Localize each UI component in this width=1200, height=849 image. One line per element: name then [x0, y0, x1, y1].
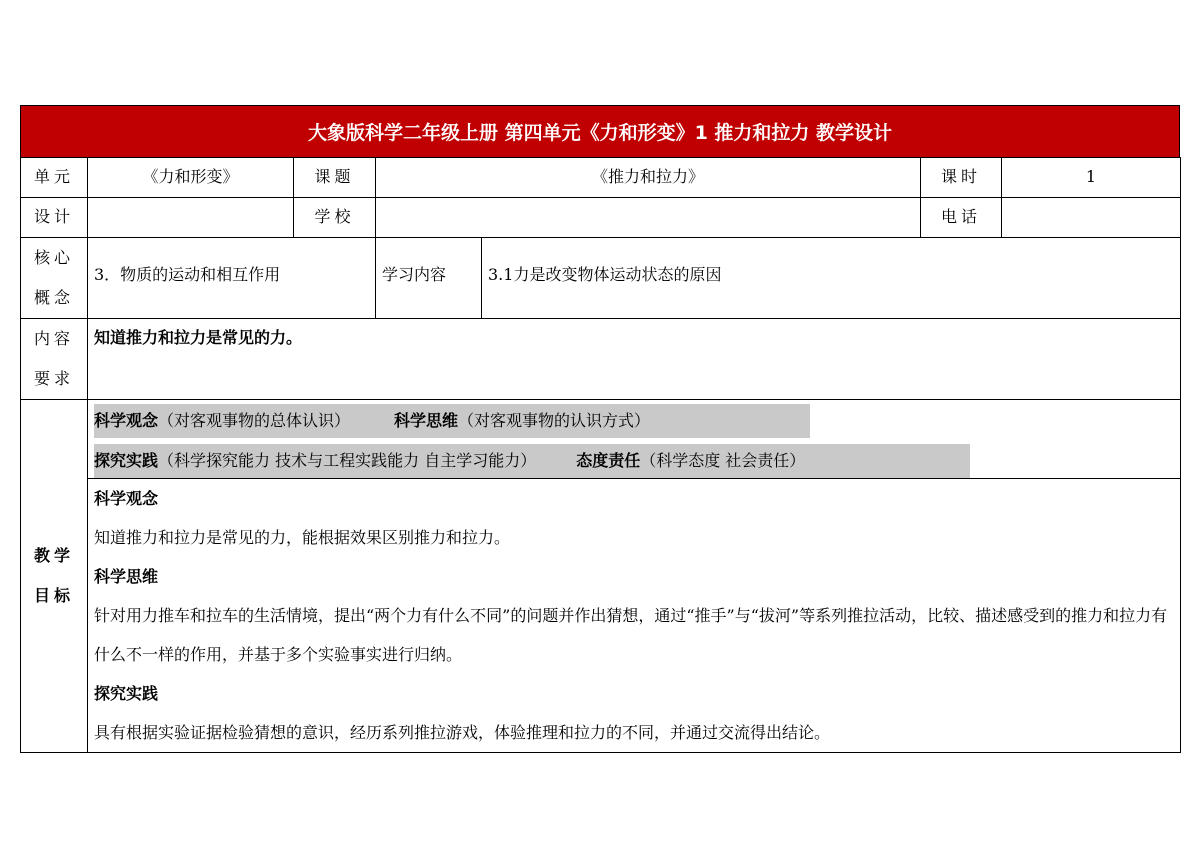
- goals-detail: [88, 479, 1181, 753]
- school-label: 学校: [294, 198, 376, 238]
- legend-science-concept-desc: （对客观事物的总体认识）: [158, 411, 351, 430]
- core-label-line-1: 核心: [33, 248, 74, 267]
- goals-detail-row: [21, 479, 1181, 753]
- teaching-goals-label: [21, 400, 88, 753]
- document-title: 大象版科学二年级上册 第四单元《力和形变》1 推力和拉力 教学设计: [20, 105, 1180, 157]
- goals-category-legend: [88, 400, 1181, 479]
- phone-value: [1002, 198, 1181, 238]
- goals-label-line-2: 目标: [33, 586, 74, 605]
- goal-science-thinking-text: 针对用力推车和拉车的生活情境，提出“两个力有什么不同”的问题并作出猜想，通过“推手”与“拔河”等系列推拉活动，比较、描述感受到的推力和拉力有什么不一样的作用，并基于多个实验事实进行归纳。: [94, 606, 1168, 664]
- design-row: [21, 198, 1181, 238]
- topic-value: 《推力和拉力》: [376, 158, 921, 198]
- goals-header-row: [21, 400, 1181, 479]
- unit-value: 《力和形变》: [88, 158, 294, 198]
- legend-science-thinking-desc: （对客观事物的认识方式）: [458, 411, 651, 430]
- req-label-line-1: 内容: [33, 329, 74, 348]
- design-value: [88, 198, 294, 238]
- lesson-plan-document: [20, 105, 1180, 753]
- design-label: 设计: [21, 198, 88, 238]
- learning-content-value: 3.1力是改变物体运动状态的原因: [482, 238, 1181, 319]
- goal-inquiry-practice-text: 具有根据实验证据检验猜想的意识，经历系列推拉游戏，体验推理和拉力的不同，并通过交流得出结论。: [94, 723, 831, 742]
- core-label-line-2: 概念: [33, 288, 74, 307]
- learning-content-label: 学习内容: [376, 238, 482, 319]
- legend-science-concept: 科学观念: [94, 411, 159, 430]
- legend-inquiry-practice: 探究实践: [94, 451, 159, 470]
- core-concept-value: 3．物质的运动和相互作用: [88, 238, 376, 319]
- core-concept-row: [21, 238, 1181, 319]
- content-requirement-value: 知道推力和拉力是常见的力。: [88, 319, 1181, 400]
- legend-attitude-responsibility-desc: （科学态度 社会责任）: [640, 451, 806, 470]
- unit-row: [21, 158, 1181, 198]
- core-concept-label: [21, 238, 88, 319]
- legend-highlight-1: [94, 404, 810, 438]
- period-value: 1: [1002, 158, 1181, 198]
- goal-inquiry-practice-title: 探究实践: [94, 684, 159, 703]
- legend-highlight-2: [94, 444, 970, 478]
- period-label: 课时: [921, 158, 1002, 198]
- goal-science-concept-text: 知道推力和拉力是常见的力，能根据效果区别推力和拉力。: [94, 528, 511, 547]
- content-requirement-row: [21, 319, 1181, 400]
- legend-attitude-responsibility: 态度责任: [576, 451, 641, 470]
- legend-science-thinking: 科学思维: [394, 411, 459, 430]
- goal-science-thinking-title: 科学思维: [94, 567, 159, 586]
- phone-label: 电话: [921, 198, 1002, 238]
- legend-inquiry-practice-desc: （科学探究能力 技术与工程实践能力 自主学习能力）: [158, 451, 537, 470]
- goals-label-line-1: 教学: [33, 546, 74, 565]
- unit-label: 单元: [21, 158, 88, 198]
- lesson-plan-table: [20, 157, 1181, 753]
- req-label-line-2: 要求: [33, 369, 74, 388]
- content-requirement-label: [21, 319, 88, 400]
- school-value: [376, 198, 921, 238]
- goal-science-concept-title: 科学观念: [94, 489, 159, 508]
- topic-label: 课题: [294, 158, 376, 198]
